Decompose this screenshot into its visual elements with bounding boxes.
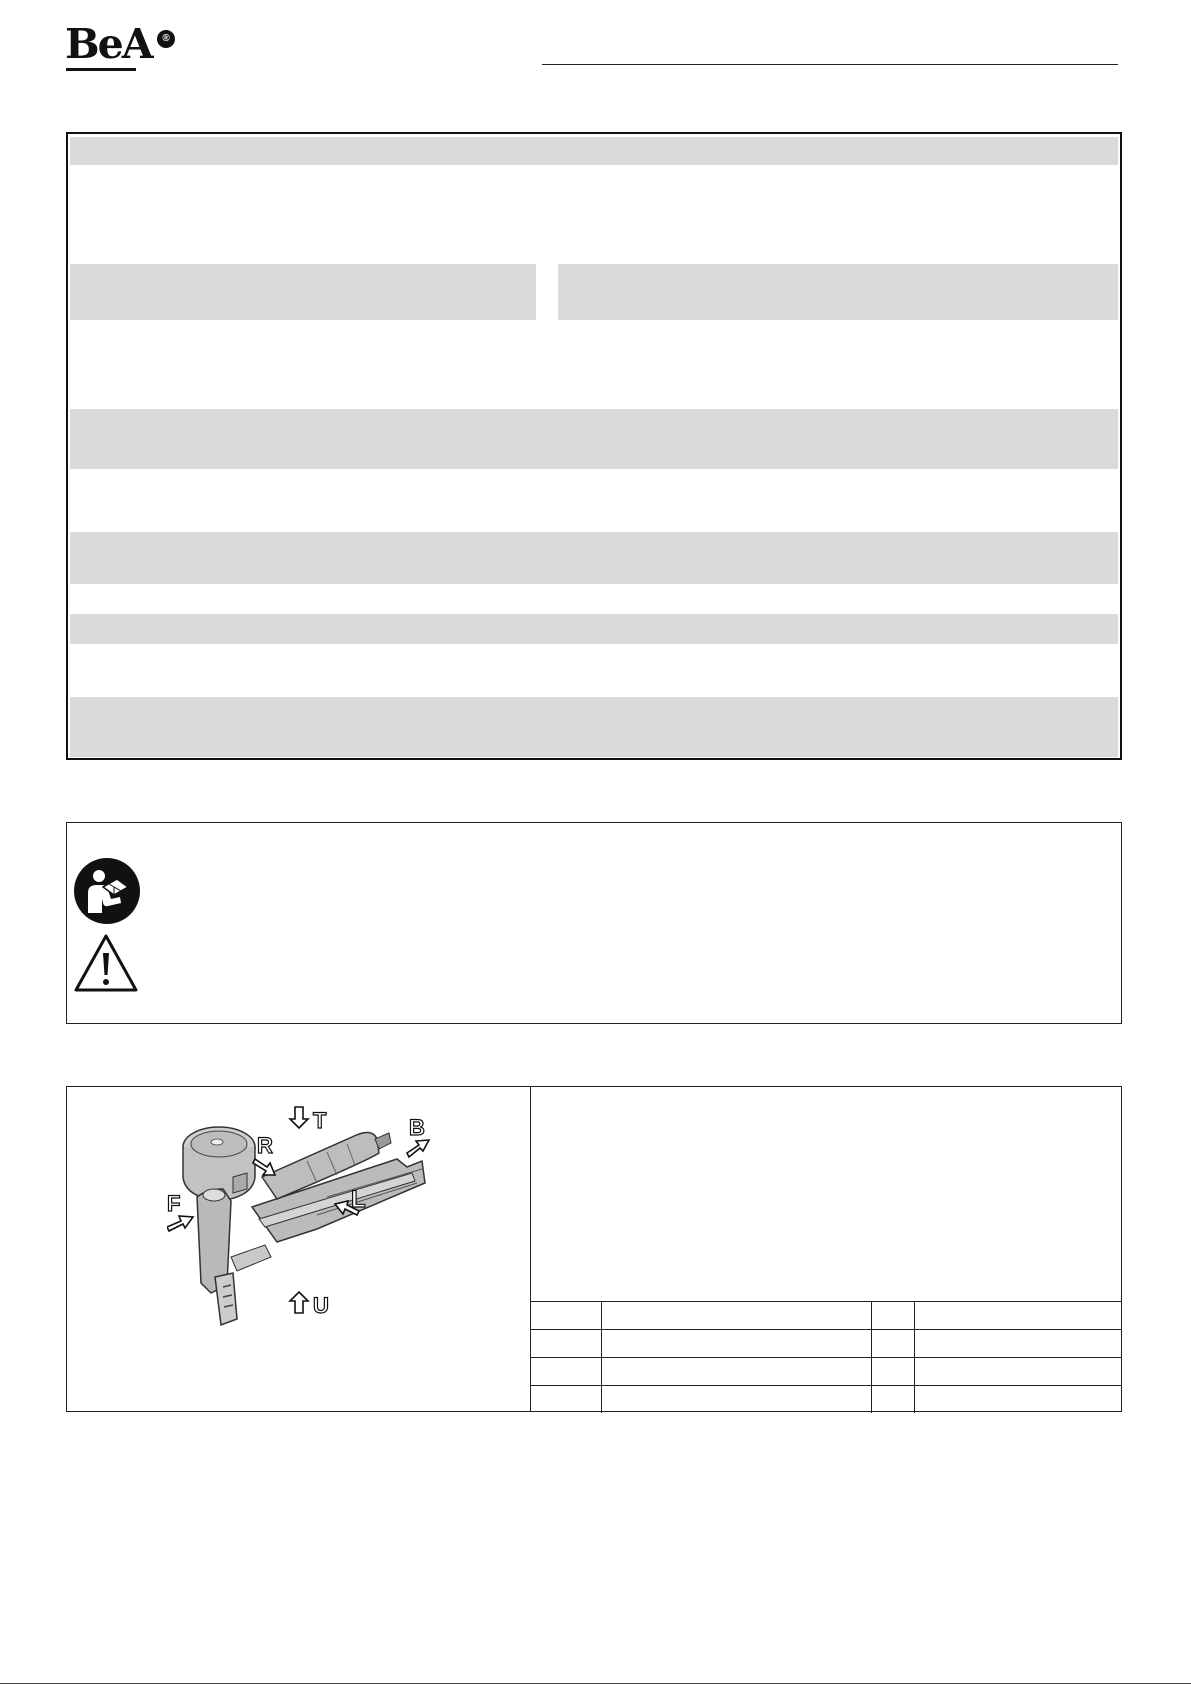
arrow-label-under: U — [313, 1293, 329, 1318]
spec-band-4 — [70, 532, 1118, 584]
table-cell — [914, 1302, 1121, 1330]
spec-band-5 — [70, 614, 1118, 644]
safety-box — [66, 822, 1122, 1024]
table-cell — [914, 1386, 1121, 1414]
table-cell — [871, 1302, 914, 1330]
brand-logo — [63, 20, 175, 74]
table-cell — [914, 1358, 1121, 1386]
brand-logo-badge: ® — [157, 30, 175, 48]
brand-logo-text: BeA — [65, 20, 152, 68]
table-cell — [531, 1386, 601, 1414]
spec-band-2-left — [70, 264, 536, 320]
table-cell — [601, 1386, 871, 1414]
brand-logo-underline — [66, 68, 136, 71]
table-row — [531, 1358, 1121, 1386]
table-cell — [601, 1330, 871, 1358]
table-cell — [871, 1386, 914, 1414]
header-rule — [542, 64, 1118, 65]
arrow-label-front: F — [167, 1191, 181, 1216]
spec-band-3 — [70, 409, 1118, 469]
footer-rule — [0, 1683, 1191, 1684]
tool-box — [66, 1086, 1122, 1412]
table-row — [531, 1386, 1121, 1414]
table-cell — [601, 1302, 871, 1330]
spec-band-2-right — [558, 264, 1118, 320]
table-row — [531, 1330, 1121, 1358]
arrow-label-top: T — [313, 1108, 327, 1133]
arrow-label-left: L — [351, 1186, 366, 1213]
table-cell — [531, 1302, 601, 1330]
arrow-label-back: B — [409, 1115, 425, 1140]
arrow-label-right: R — [257, 1133, 273, 1158]
table-row — [531, 1302, 1121, 1330]
table-cell — [531, 1358, 601, 1386]
table-cell — [531, 1330, 601, 1358]
spec-band-1 — [70, 137, 1118, 165]
spec-box — [66, 132, 1122, 760]
table-cell — [871, 1358, 914, 1386]
table-cell — [871, 1330, 914, 1358]
spec-band-6 — [70, 697, 1118, 757]
warning-triangle-icon — [73, 933, 139, 993]
table-cell — [914, 1330, 1121, 1358]
nailer-tool-illustration — [167, 1097, 507, 1337]
read-manual-icon — [73, 857, 141, 925]
table-cell — [601, 1358, 871, 1386]
direction-table — [531, 1301, 1121, 1413]
